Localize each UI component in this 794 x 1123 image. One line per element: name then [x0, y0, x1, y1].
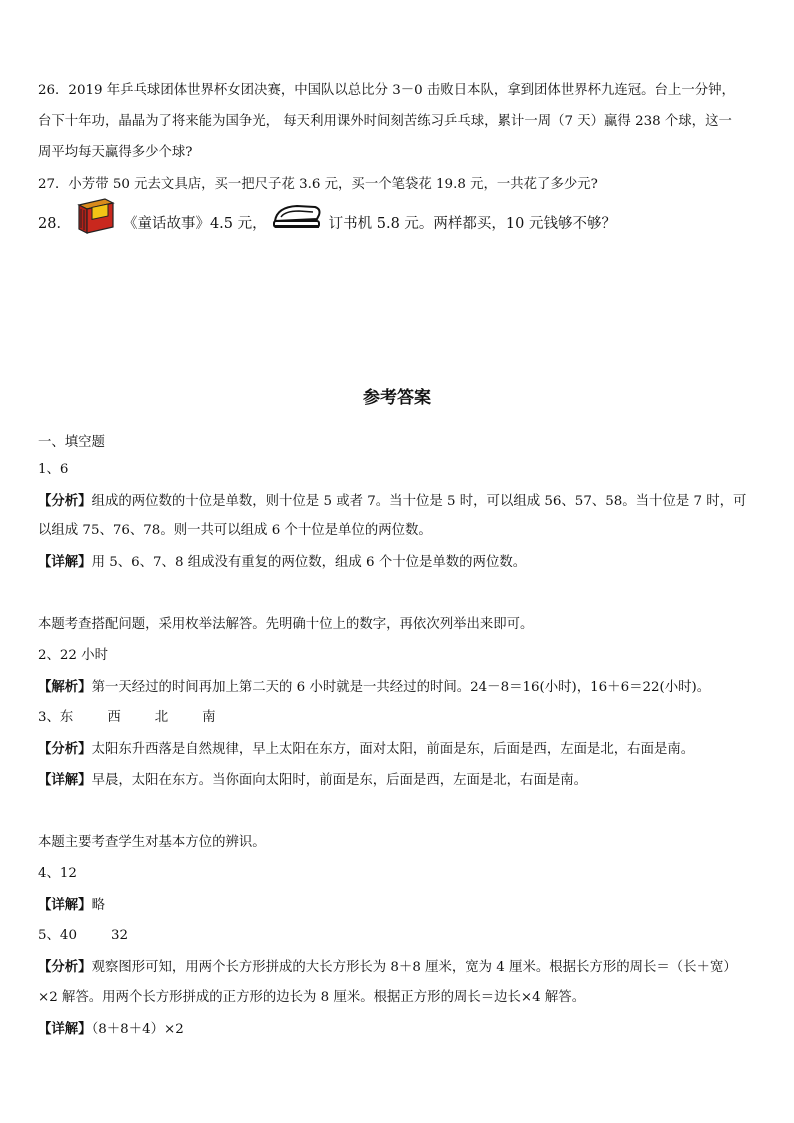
a2-answer: 2、22 小时	[38, 648, 108, 663]
a4-detail-text: 略	[91, 898, 105, 913]
detail-tag: 【详解】	[38, 1021, 92, 1037]
stapler-icon	[271, 201, 323, 247]
a5-answer	[38, 927, 758, 945]
a1-detail-text: 用 5、6、7、8 组成没有重复的两位数，组成 6 个十位是单数的两位数。	[91, 555, 527, 570]
a3-detail-text: 早晨，太阳在东方。当你面向太阳时，前面是东，后面是西，左面是北，右面是南。	[91, 773, 588, 788]
a3-dir-3: 北	[154, 710, 169, 725]
a5-value-1: 40	[59, 928, 77, 943]
analysis-tag: 【分析】	[38, 741, 92, 757]
a3-analysis-text: 太阳东升西落是自然规律，早上太阳在东方，面对太阳，前面是东，后面是西，左面是北，右面是南。	[91, 742, 695, 757]
a4-detail	[38, 896, 758, 915]
q26-line-1: 26．2019 年乒乓球团体世界杯女团决赛，中国队以总比分 3－0 击败日本队，拿到团体世界杯九连冠。台上一分钟，	[38, 83, 735, 98]
a5-num: 5、	[38, 928, 60, 943]
a5-analysis-line-2: ×2 解答。用两个长方形拼成的正方形的边长为 8 厘米。根据正方形的周长＝边长×4 解答。	[38, 990, 586, 1005]
a2-jiexi	[38, 678, 758, 697]
a1-analysis-line-1	[38, 492, 758, 511]
book-icon	[75, 197, 117, 251]
analysis-tag: 【分析】	[38, 959, 92, 975]
a5-analysis-line-1	[38, 958, 758, 977]
detail-tag: 【详解】	[38, 772, 92, 788]
a3-dir-2: 西	[107, 710, 121, 725]
a5-detail-text: （8＋8＋4）×2	[91, 1022, 184, 1037]
a3-dir-1: 东	[59, 710, 74, 725]
a4-answer: 4、12	[38, 866, 77, 881]
answer-title: 参考答案	[363, 388, 431, 408]
a3-summary: 本题主要考查学生对基本方位的辨识。	[38, 835, 266, 850]
a1-answer: 1、6	[38, 462, 69, 477]
jiexi-tag: 【解析】	[38, 679, 92, 695]
a3-answer	[38, 709, 758, 727]
q28-book-price: 《童话故事》4.5 元，	[122, 216, 267, 232]
a1-analysis-text-1: 组成的两位数的十位是单数，则十位是 5 或者 7。当十位是 5 时，可以组成 56、57、58。当十位是 7 时，可	[91, 494, 747, 509]
q27-text: 27．小芳带 50 元去文具店，买一把尺子花 3.6 元，买一个笔袋花 19.8 元，一共花了多少元?	[38, 177, 598, 192]
section-heading: 一、填空题	[38, 435, 105, 450]
a5-value-2: 32	[110, 928, 129, 943]
a1-analysis-line-2: 以组成 75、76、78。则一共可以组成 6 个十位是单位的两位数。	[38, 523, 432, 538]
a1-summary: 本题考查搭配问题，采用枚举法解答。先明确十位上的数字，再依次列举出来即可。	[38, 617, 534, 632]
a3-analysis	[38, 740, 758, 759]
a5-analysis-text-1: 观察图形可知，用两个长方形拼成的大长方形长为 8＋8 厘米，宽为 4 厘米。根据长方形的周长＝（长＋宽）	[91, 960, 737, 975]
a3-num: 3、	[38, 710, 60, 725]
a5-detail	[38, 1020, 758, 1039]
q28-row	[38, 204, 758, 244]
q26-line-2: 台下十年功，晶晶为了将来能为国争光， 每天利用课外时间刻苦练习乒乓球，累计一周（7 天）赢得 238 个球，这一	[38, 114, 732, 129]
a3-detail	[38, 771, 758, 790]
a3-dir-4: 南	[202, 710, 216, 725]
detail-tag: 【详解】	[38, 897, 92, 913]
a1-detail	[38, 553, 758, 572]
q26-line-3: 周平均每天赢得多少个球?	[38, 145, 193, 160]
q28-stapler-price: 订书机 5.8 元。两样都买，10 元钱够不够？	[328, 216, 616, 232]
a2-jiexi-text: 第一天经过的时间再加上第二天的 6 小时就是一共经过的时间。24－8＝16(小时)，16＋6＝22(小时)。	[91, 680, 711, 695]
detail-tag: 【详解】	[38, 554, 92, 570]
q28-number: 28．	[38, 216, 71, 232]
analysis-tag: 【分析】	[38, 493, 92, 509]
